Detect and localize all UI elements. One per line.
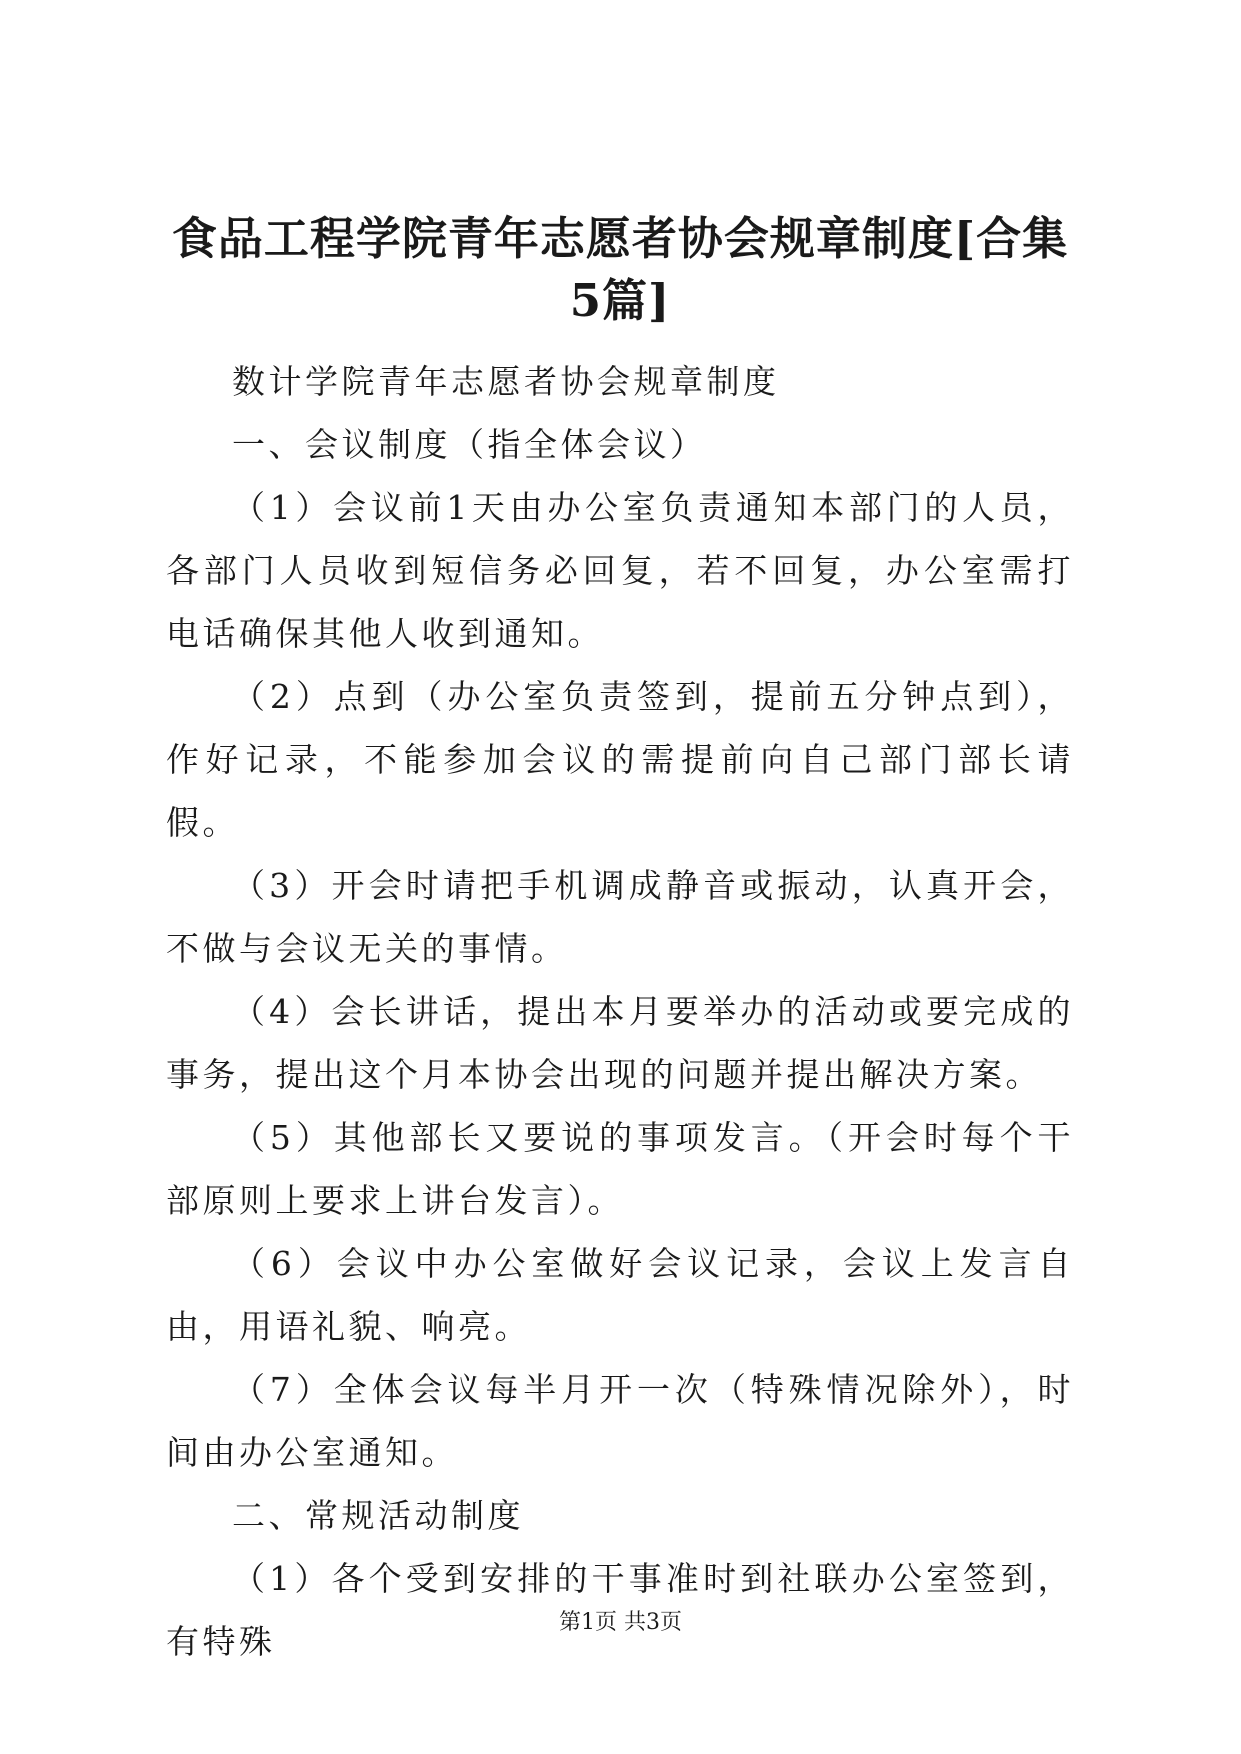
paragraph: （4）会长讲话，提出本月要举办的活动或要完成的事务，提出这个月本协会出现的问题并提出解决方案。 <box>166 992 1074 1094</box>
paragraph: （6）会议中办公室做好会议记录，会议上发言自由，用语礼貌、响亮。 <box>166 1244 1074 1346</box>
paragraph: （5）其他部长又要说的事项发言。（开会时每个干部原则上要求上讲台发言）。 <box>166 1118 1074 1220</box>
page-footer: 第1页 共3页 <box>559 1610 682 1635</box>
document-title <box>150 208 1090 332</box>
paragraph: （3）开会时请把手机调成静音或振动，认真开会，不做与会议无关的事情。 <box>166 866 1074 968</box>
paragraph: （2）点到（办公室负责签到，提前五分钟点到），作好记录，不能参加会议的需提前向自己部门部长请假。 <box>166 677 1074 842</box>
paragraph: （7）全体会议每半月开一次（特殊情况除外），时间由办公室通知。 <box>166 1370 1074 1472</box>
paragraph-section-2: 二、常规活动制度 <box>232 1496 524 1535</box>
paragraph: （1）会议前1天由办公室负责通知本部门的人员，各部门人员收到短信务必回复，若不回复，办公室需打电话确保其他人收到通知。 <box>166 488 1074 653</box>
paragraph-section-1: 一、会议制度（指全体会议） <box>232 425 707 464</box>
title-line-1: 食品工程学院青年志愿者协会规章制度[合集 <box>171 212 1069 265</box>
title-line-2: 5篇] <box>569 274 671 327</box>
paragraph: （1）各个受到安排的干事准时到社联办公室签到，有特殊 <box>166 1559 1074 1661</box>
paragraph-subtitle: 数计学院青年志愿者协会规章制度 <box>232 362 780 401</box>
document-body <box>166 350 1074 1673</box>
